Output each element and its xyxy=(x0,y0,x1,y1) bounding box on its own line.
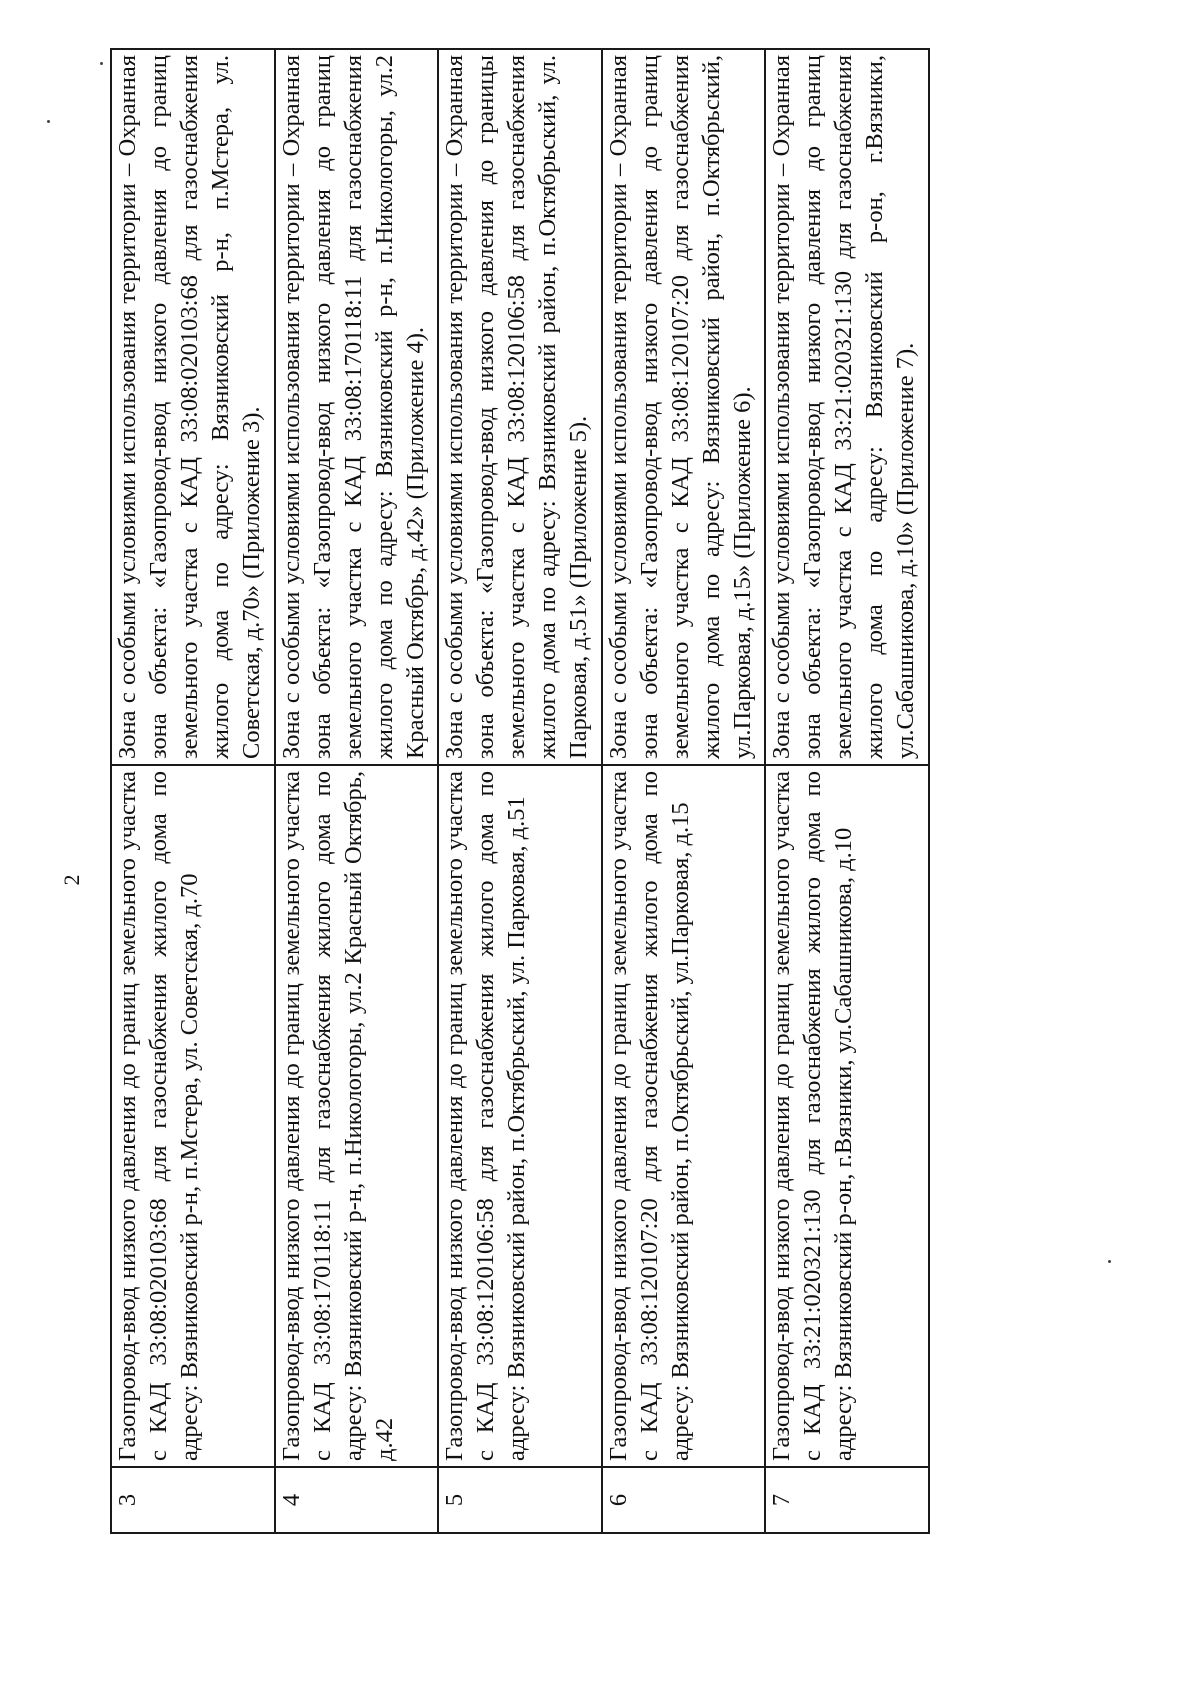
object-description: Газопровод-ввод низкого давления до границ земельного участка с КАД 33:08:120107:20 для газоснабжения жилого дома по адресу: Вязниковский район, п.Октябрьский, ул.Парковая, д.15 xyxy=(602,765,766,1467)
scan-speck xyxy=(100,62,103,65)
table-row xyxy=(111,49,275,1533)
object-description: Газопровод-ввод низкого давления до границ земельного участка с КАД 33:08:170118:11 для газоснабжения жилого дома по адресу: Вязниковский р-н, п.Никологоры, ул.2 Красный Октябрь, д.42 xyxy=(275,765,439,1467)
table-row xyxy=(438,49,602,1533)
object-description: Газопровод-ввод низкого давления до границ земельного участка с КАД 33:21:020321:130 для газоснабжения жилого дома по адресу: Вязниковский р-он, г.Вязники, ул.Сабашникова, д.10 xyxy=(765,765,929,1467)
row-number: 4 xyxy=(275,1467,439,1533)
page-number: 2 xyxy=(59,874,84,886)
row-number: 5 xyxy=(438,1467,602,1533)
object-description: Газопровод-ввод низкого давления до границ земельного участка с КАД 33:08:020103:68 для газоснабжения жилого дома по адресу: Вязниковский р-н, п.Мстера, ул. Советская, д.70 xyxy=(111,765,275,1467)
row-number: 3 xyxy=(111,1467,275,1533)
row-number: 7 xyxy=(765,1467,929,1533)
zone-description: Зона с особыми условиями использования территории – Охранная зона объекта: «Газопровод-ввод низкого давления до границ земельного участка с КАД 33:08:170118:11 для газоснабжения жилого дома по адресу: Вязниковский р-н, п.Никологоры, ул.2 Красный Октябрь, д.42» (Приложение 4). xyxy=(275,49,439,765)
rotated-table-wrapper xyxy=(110,55,930,1534)
object-description: Газопровод-ввод низкого давления до границ земельного участка с КАД 33:08:120106:58 для газоснабжения жилого дома по адресу: Вязниковский район, п.Октябрьский, ул. Парковая, д.51 xyxy=(438,765,602,1467)
zone-description: Зона с особыми условиями использования территории – Охранная зона объекта: «Газопровод-ввод низкого давления до границ земельного участка с КАД 33:08:020103:68 для газоснабжения жилого дома по адресу: Вязниковский р-н, п.Мстера, ул. Советская, д.70» (Приложение 3). xyxy=(111,49,275,765)
zone-description: Зона с особыми условиями использования территории – Охранная зона объекта: «Газопровод-ввод низкого давления до границ земельного участка с КАД 33:08:120107:20 для газоснабжения жилого дома по адресу: Вязниковский район, п.Октябрьский, ул.Парковая, д.15» (Приложение 6). xyxy=(602,49,766,765)
scan-speck xyxy=(1108,1260,1111,1263)
scan-speck xyxy=(47,120,50,123)
zone-description: Зона с особыми условиями использования территории – Охранная зона объекта: «Газопровод-ввод низкого давления до границ земельного участка с КАД 33:21:020321:130 для газоснабжения жилого дома по адресу: Вязниковский р-он, г.Вязники, ул.Сабашникова, д.10» (Приложение 7). xyxy=(765,49,929,765)
row-number: 6 xyxy=(602,1467,766,1533)
table-row xyxy=(275,49,439,1533)
table-row xyxy=(765,49,929,1533)
table-row xyxy=(602,49,766,1533)
objects-table xyxy=(110,48,930,1534)
zone-description: Зона с особыми условиями использования территории – Охранная зона объекта: «Газопровод-ввод низкого давления до границы земельного участка с КАД 33:08:120106:58 для газоснабжения жилого дома по адресу: Вязниковский район, п.Октябрьский, ул. Парковая, д.51» (Приложение 5). xyxy=(438,49,602,765)
